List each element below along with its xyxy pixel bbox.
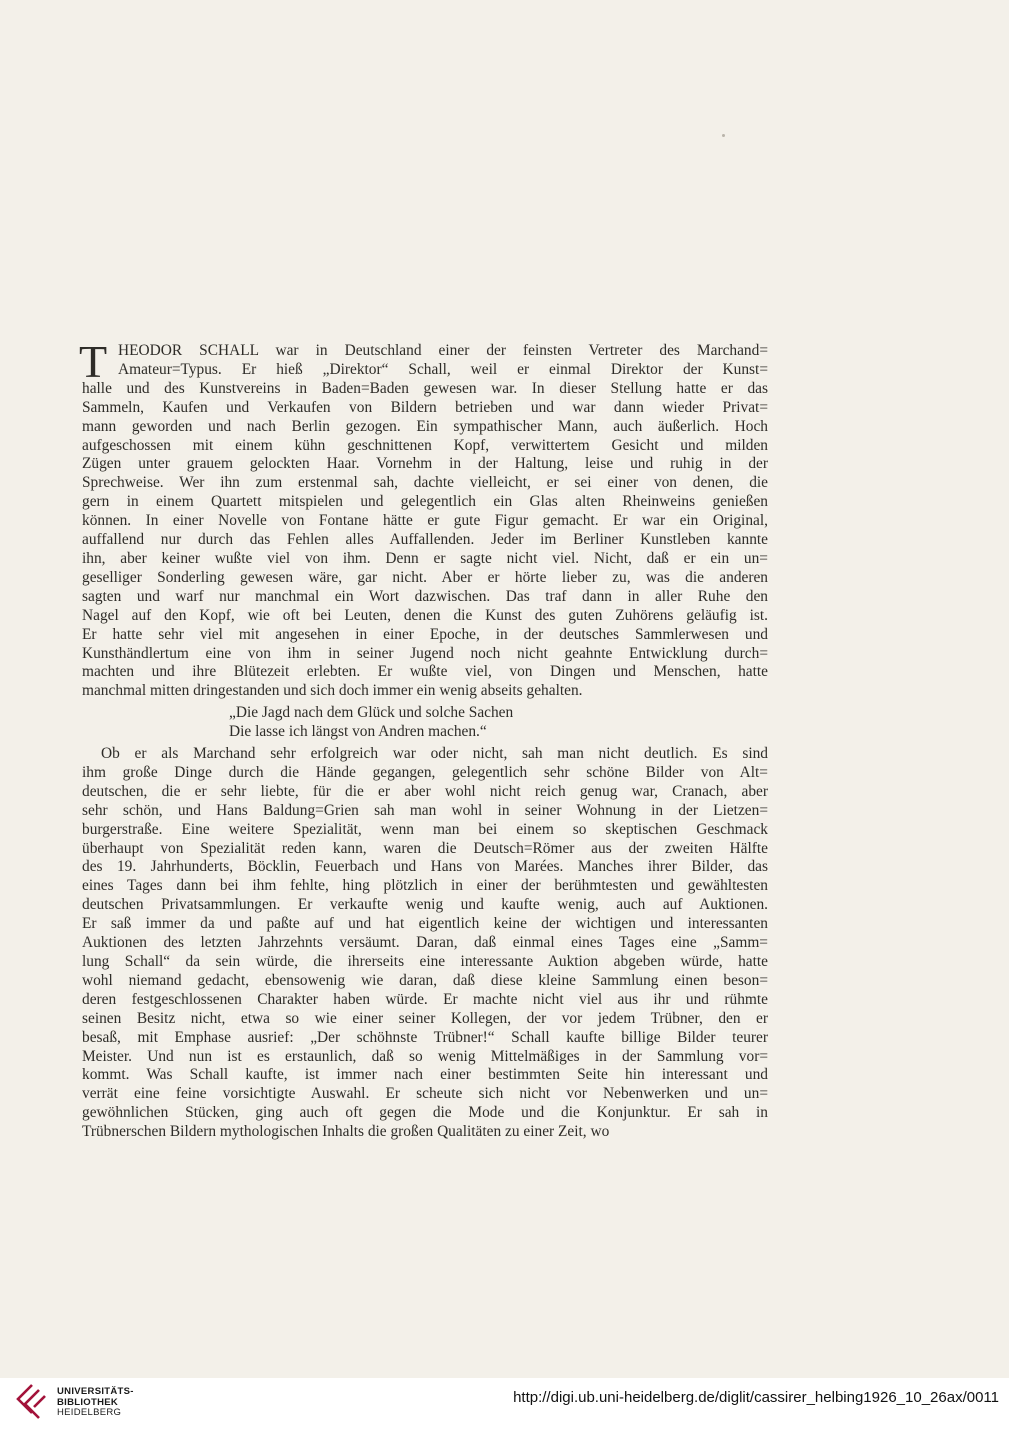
text-line: eines Tages dann bei ihm fehlte, hing plötzlich in einer der berühmtesten und gewähltesten — [82, 877, 768, 895]
verse-line: Die lasse ich längst von Andren machen.“ — [229, 723, 487, 741]
text-line: manchmal mitten dringestanden und sich doch immer ein wenig abseits gehalten. — [82, 682, 583, 700]
text-line: halle und des Kunstvereins in Baden=Baden gewesen war. In dieser Stellung hatte er das — [82, 379, 768, 397]
text-line: ihm große Dinge durch die Hände gegangen, gelegentlich sehr schöne Bilder von Alt= — [82, 763, 768, 781]
text-line: geselliger Sonderling gewesen wäre, gar nicht. Aber er hörte lieber zu, was die anderen — [82, 568, 768, 586]
text-line: Amateur=Typus. Er hieß „Direktor“ Schall, weil er einmal Direktor der Kunst= — [118, 360, 768, 378]
text-line: sehr schön, und Hans Baldung=Grien sah man wohl in seiner Wohnung in der Lietzen= — [82, 801, 768, 819]
paragraph-1 — [79, 336, 768, 701]
paragraph-1-lines — [82, 342, 768, 701]
text-line: Er saß immer da und paßte auf und hat eigentlich keine der wichtigen und interessanten — [82, 915, 768, 933]
text-line: machten und ihre Blütezeit erlebten. Er wußte viel, von Dingen und Menschen, hatte — [82, 663, 768, 681]
text-line: Er hatte sehr viel mit angesehen in einer Epoche, in der deutsches Sammlerwesen und — [82, 625, 768, 643]
page-speck — [722, 134, 725, 137]
article-text — [79, 336, 768, 1142]
text-line: deren festgeschlossenen Charakter haben würde. Er machte nicht viel aus ihr und rühmte — [82, 990, 768, 1008]
text-line: Meister. Und nun ist es erstaunlich, daß so wenig Mittelmäßiges in der Sammlung vor= — [82, 1047, 768, 1065]
text-line: Auktionen des letzten Jahrzehnts versäumt. Daran, daß einmal eines Tages eine „Samm= — [82, 934, 768, 952]
text-line: verrät eine feine vorsichtigte Auswahl. Er scheute sich nicht vor Nebenwerken und un= — [82, 1085, 768, 1103]
text-line: gewöhnlichen Stücken, ging auch oft gegen die Mode und die Konjunktur. Er sah in — [82, 1104, 768, 1122]
verse-quote — [229, 704, 768, 742]
paragraph-2 — [82, 745, 768, 1142]
library-name — [57, 1387, 134, 1419]
text-line: Sammeln, Kaufen und Verkaufen von Bildern betrieben und war dann wieder Privat= — [82, 398, 768, 416]
library-name-line-2: BIBLIOTHEK — [57, 1396, 119, 1408]
text-line: mann geworden und nach Berlin gezogen. Ein sympathischer Mann, auch äußerlich. Hoch — [82, 417, 768, 435]
text-line: können. In einer Novelle von Fontane hätte er gute Figur gemacht. Er war ein Original, — [82, 512, 768, 530]
text-line: Zügen unter grauem gelockten Haar. Vornehm in der Haltung, leise und ruhig in der — [82, 455, 768, 473]
text-line: Sprechweise. Wer ihn zum erstenmal sah, dachte vielleicht, er sei einer von denen, die — [82, 474, 768, 492]
drop-cap: T — [79, 336, 108, 387]
text-line: ihn, aber keiner wußte viel von ihm. Denn er sagte nicht viel. Nicht, daß er ein un= — [82, 549, 768, 567]
text-line: HEODOR SCHALL war in Deutschland einer der feinsten Vertreter des Marchand= — [118, 342, 768, 359]
text-line: seinen Besitz nicht, etwa so wie einer seiner Kollegen, der vor jedem Trübner, den er — [82, 1009, 768, 1027]
text-line: auffallend nur durch das Fehlen alles Auffallenden. Jeder im Berliner Kunstleben kannte — [82, 531, 768, 549]
text-line: burgerstraße. Eine weitere Spezialität, wenn man bei einem so skeptischen Geschmack — [82, 820, 768, 838]
text-line: lung Schall“ da sein würde, die ihrerseits eine interessante Auktion abgeben würde, hatte — [82, 953, 768, 970]
text-line: deutschen, die er sehr liebte, für die er aber wohl nicht reich genug war, Cranach, aber — [82, 782, 768, 800]
text-line: kommt. Was Schall kaufte, ist immer nach einer bestimmten Seite hin interessant und — [82, 1066, 768, 1084]
text-line: Kunsthändlertum eine von ihm in seiner Jugend noch nicht geahnte Entwicklung durch= — [82, 644, 768, 662]
permalink-url[interactable]: http://digi.ub.uni-heidelberg.de/diglit/cassirer_helbing1926_10_26ax/0011 — [513, 1389, 999, 1406]
library-name-line-3: HEIDELBERG — [57, 1407, 122, 1419]
verse-line: „Die Jagd nach dem Glück und solche Sachen — [229, 704, 514, 722]
text-line: sagten und warf nur manchmal ein Wort dazwischen. Das traf dann in aller Ruhe den — [82, 587, 768, 605]
text-line: überhaupt von Spezialität reden kann, waren die Deutsch=Römer aus der zweiten Hälfte — [82, 839, 768, 857]
text-line: Ob er als Marchand sehr erfolgreich war oder nicht, sah man nicht deutlich. Es sind — [101, 745, 768, 763]
text-line: besaß, mit Emphase ausrief: „Der schöhnste Trübner!“ Schall kaufte billige Bilder teurer — [82, 1028, 768, 1046]
library-name-line-1: UNIVERSITÄTS- — [57, 1386, 134, 1397]
text-line: Trübnerschen Bildern mythologischen Inhalts die großen Qualitäten zu einer Zeit, wo — [82, 1123, 610, 1141]
text-line: aufgeschossen mit einem kühn geschnittenen Kopf, verwittertem Gesicht und milden — [82, 436, 768, 454]
text-line: gern in einem Quartett mitspielen und gelegentlich ein Glas alten Rheinweins genießen — [82, 493, 768, 511]
text-line: des 19. Jahrhunderts, Böcklin, Feuerbach und Hans von Marées. Manches ihrer Bilder, das — [82, 858, 768, 876]
ub-heidelberg-logo-icon — [12, 1382, 48, 1422]
footer-bar — [0, 1378, 1009, 1445]
text-line: Nagel auf den Kopf, wie oft bei Leuten, denen die Kunst des guten Zuhörens geläufig ist. — [82, 606, 768, 624]
text-line: wohl niemand gedacht, ebensowenig wie daran, daß diese kleine Sammlung einen beson= — [82, 971, 768, 989]
text-line: deutschen Privatsammlungen. Er verkaufte wenig und kaufte wenig, auch auf Auktionen. — [82, 896, 768, 914]
